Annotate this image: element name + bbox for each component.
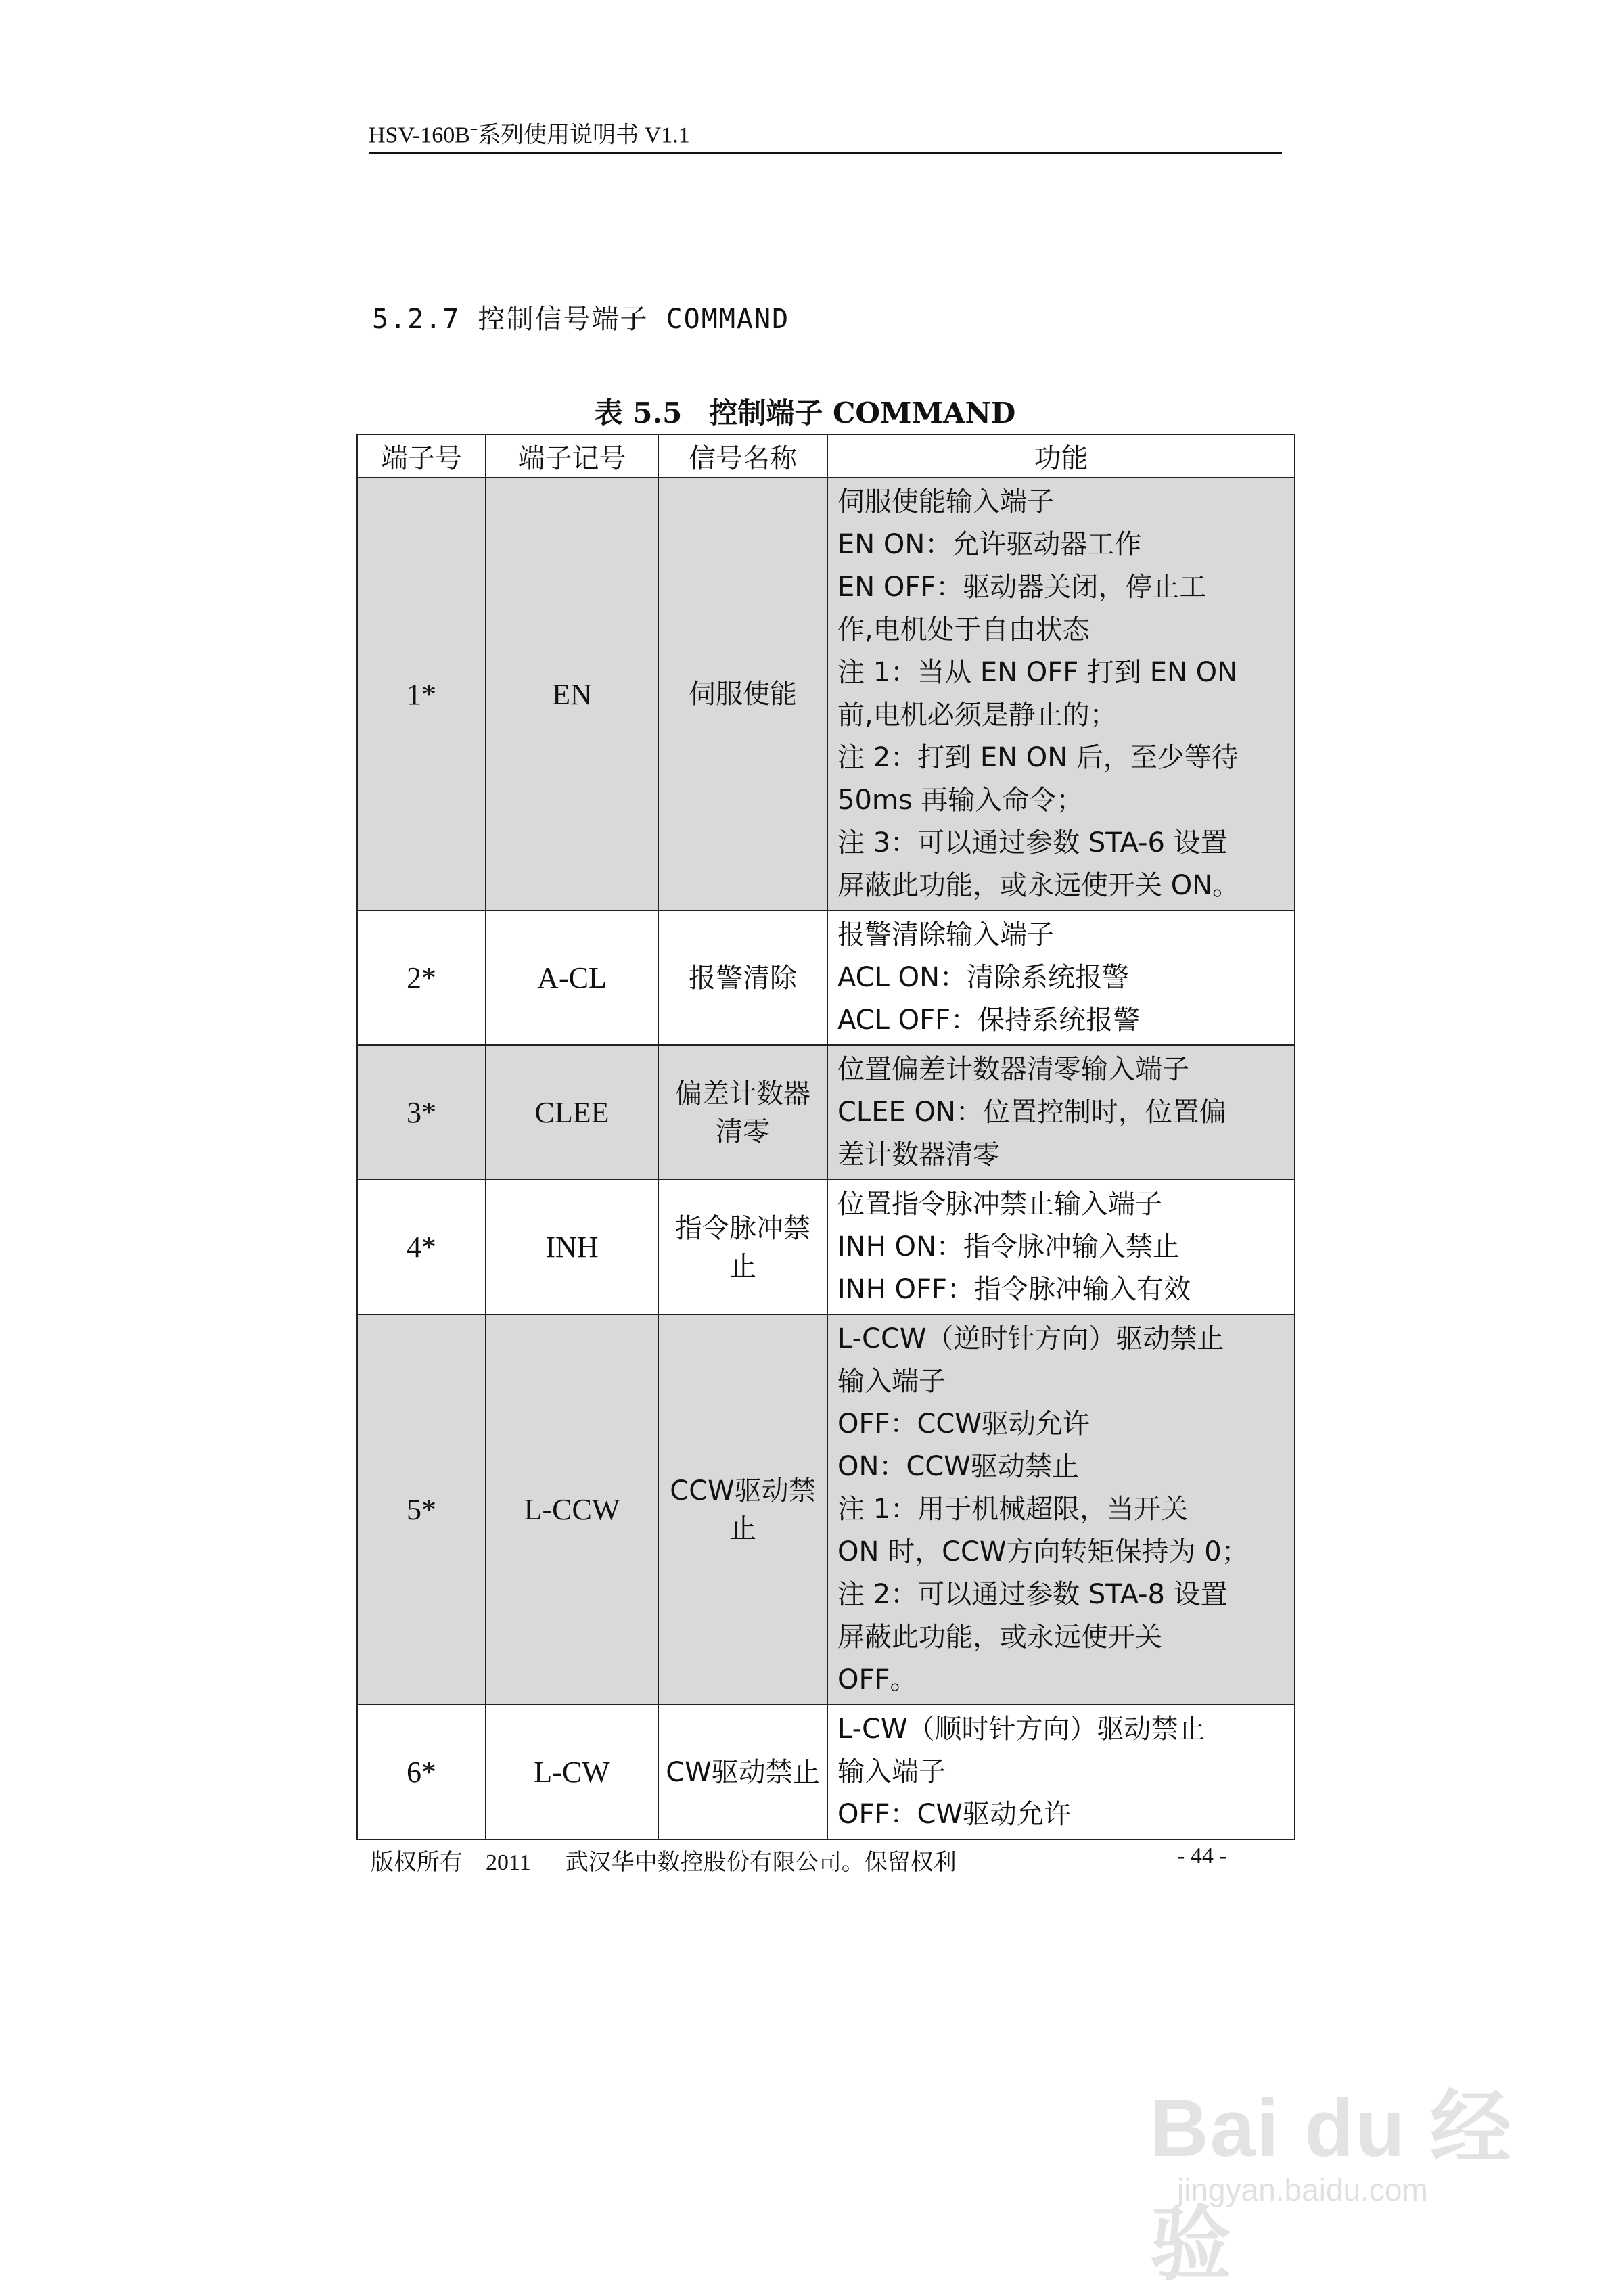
- section-title: 5.2.7 控制信号端子 COMMAND: [372, 304, 790, 335]
- function-line: OFF：CCW驱动允许: [837, 1408, 1090, 1440]
- function-description: [827, 1180, 1295, 1314]
- table-caption: [0, 391, 1610, 432]
- signal-name: CW驱动禁止: [658, 1705, 827, 1839]
- function-line: EN OFF：驱动器关闭，停止工: [837, 572, 1207, 603]
- table-row: [357, 911, 1295, 1045]
- header-signal-name: 信号名称: [658, 434, 827, 478]
- header-function: 功能: [827, 434, 1295, 478]
- table-row: [357, 478, 1295, 911]
- table-row: [357, 1705, 1295, 1839]
- terminal-number: 3*: [357, 1045, 486, 1180]
- function-line: 输入端子: [837, 1756, 946, 1787]
- terminal-symbol: INH: [486, 1180, 658, 1314]
- function-description: [827, 1045, 1295, 1180]
- function-line: 屏蔽此功能，或永远使开关 ON。: [837, 870, 1240, 901]
- command-terminal-table: [356, 434, 1295, 1840]
- header-terminal-symbol: 端子记号: [486, 434, 658, 478]
- function-line: OFF：CW驱动允许: [837, 1799, 1071, 1830]
- table-row: [357, 1314, 1295, 1705]
- footer-copyright: 版权所有 2011 武汉华中数控股份有限公司。保留权利: [371, 1850, 957, 1875]
- terminal-number: 5*: [357, 1314, 486, 1705]
- watermark-url: jingyan.baidu.com: [1177, 2172, 1428, 2207]
- header-terminal-number: 端子号: [357, 434, 486, 478]
- signal-name: 伺服使能: [658, 478, 827, 911]
- function-line: ACL OFF：保持系统报警: [837, 1005, 1141, 1036]
- table-caption-label: 表 5.5: [594, 396, 683, 430]
- function-description: [827, 1705, 1295, 1839]
- watermark-brand: Bai du 经验: [1150, 2083, 1513, 2290]
- signal-name: 报警清除: [658, 911, 827, 1045]
- function-line: ACL ON：清除系统报警: [837, 962, 1129, 993]
- function-line: ON 时，CCW方向转矩保持为 0；: [837, 1536, 1249, 1567]
- terminal-symbol: CLEE: [486, 1045, 658, 1180]
- terminal-number: 2*: [357, 911, 486, 1045]
- signal-name: 指令脉冲禁止: [658, 1180, 827, 1314]
- function-line: 作,电机处于自由状态: [837, 614, 1090, 645]
- function-line: INH OFF：指令脉冲输入有效: [837, 1274, 1191, 1305]
- function-line: 50ms 再输入命令；: [837, 785, 1084, 816]
- function-line: OFF。: [837, 1664, 917, 1695]
- terminal-symbol: L-CCW: [486, 1314, 658, 1705]
- header-title-prefix: HSV-160B: [369, 122, 470, 148]
- function-line: 注 1：当从 EN OFF 打到 EN ON: [837, 657, 1238, 688]
- function-line: EN ON：允许驱动器工作: [837, 529, 1142, 560]
- function-line: 屏蔽此功能，或永远使开关: [837, 1622, 1162, 1653]
- function-description: [827, 911, 1295, 1045]
- function-line: 差计数器清零: [837, 1139, 1000, 1170]
- function-line: ON：CCW驱动禁止: [837, 1451, 1079, 1482]
- page-number: - 44 -: [1177, 1843, 1227, 1868]
- function-line: L-CW（顺时针方向）驱动禁止: [837, 1714, 1205, 1745]
- terminal-symbol: EN: [486, 478, 658, 911]
- function-line: 报警清除输入端子: [837, 919, 1054, 950]
- table-header-row: [357, 434, 1295, 478]
- function-line: 注 3：可以通过参数 STA-6 设置: [837, 827, 1228, 858]
- table-row: [357, 1180, 1295, 1314]
- function-line: INH ON：指令脉冲输入禁止: [837, 1231, 1180, 1262]
- signal-name: CCW驱动禁止: [658, 1314, 827, 1705]
- function-line: 位置偏差计数器清零输入端子: [837, 1054, 1189, 1085]
- terminal-symbol: L-CW: [486, 1705, 658, 1839]
- function-line: L-CCW（逆时针方向）驱动禁止: [837, 1323, 1224, 1354]
- function-line: 注 2：打到 EN ON 后，至少等待: [837, 742, 1239, 773]
- function-description: [827, 478, 1295, 911]
- function-line: 伺服使能输入端子: [837, 486, 1054, 518]
- table-caption-name: 控制端子 COMMAND: [709, 396, 1016, 430]
- terminal-number: 1*: [357, 478, 486, 911]
- function-line: CLEE ON：位置控制时，位置偏: [837, 1097, 1226, 1128]
- page-header: [369, 116, 1282, 154]
- function-description: [827, 1314, 1295, 1705]
- terminal-symbol: A-CL: [486, 911, 658, 1045]
- terminal-number: 6*: [357, 1705, 486, 1839]
- signal-name: 偏差计数器清零: [658, 1045, 827, 1180]
- function-line: 注 1：用于机械超限，当开关: [837, 1494, 1189, 1525]
- function-line: 位置指令脉冲禁止输入端子: [837, 1189, 1162, 1220]
- baidu-jingyan-watermark: [1150, 2036, 1529, 2290]
- terminal-number: 4*: [357, 1180, 486, 1314]
- function-line: 前,电机必须是静止的；: [837, 699, 1117, 731]
- function-line: 输入端子: [837, 1366, 946, 1397]
- header-title-suffix: 系列使用说明书 V1.1: [478, 122, 690, 148]
- header-title-sup: +: [469, 122, 478, 137]
- function-line: 注 2：可以通过参数 STA-8 设置: [837, 1579, 1228, 1610]
- table-row: [357, 1045, 1295, 1180]
